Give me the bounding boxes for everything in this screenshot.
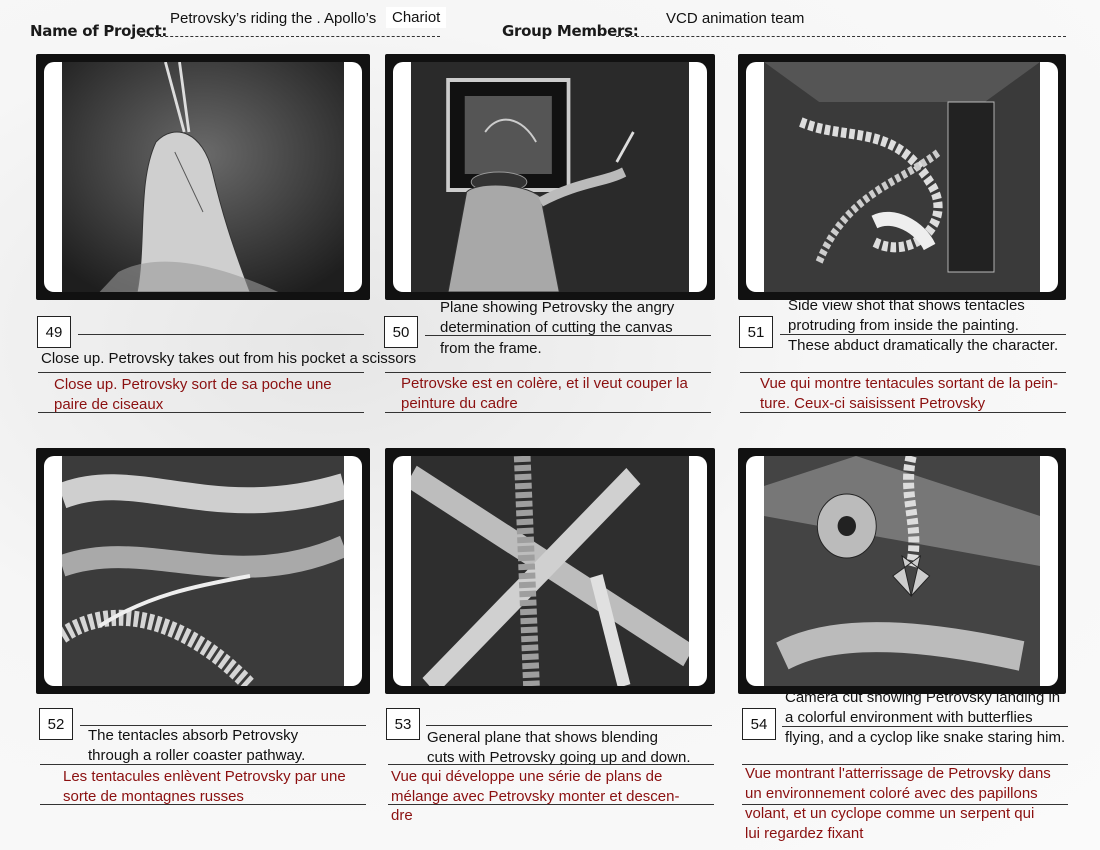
group-members-label: Group Members:	[502, 22, 639, 40]
caption-en-54-line3: flying, and a cyclop like snake staring him.	[785, 729, 1066, 746]
caption-line	[388, 804, 714, 805]
storyboard-frame-51	[738, 54, 1066, 300]
frame-number-50: 50	[384, 316, 418, 348]
storyboard-frame-53	[385, 448, 715, 694]
caption-line	[740, 412, 1066, 413]
frame-number-49: 49	[37, 316, 71, 348]
caption-en-52-line1: The tentacles absorb Petrovsky	[88, 727, 299, 744]
caption-line	[426, 725, 712, 726]
group-members-line	[616, 36, 1066, 37]
project-name-highlight: Chariot	[386, 7, 446, 28]
caption-fr-54-line1: Vue montrant l'atterrissage de Petrovsky dans	[745, 765, 1051, 782]
frame-number-54: 54	[742, 708, 776, 740]
group-members-value: VCD animation team	[666, 10, 805, 27]
caption-line	[38, 412, 364, 413]
caption-en-54-line1: Camera cut showing Petrovsky landing in	[785, 689, 1061, 706]
storyboard-frame-49	[36, 54, 370, 300]
caption-fr-52-line2: sorte de montagnes russes	[63, 788, 244, 805]
caption-line	[40, 764, 366, 765]
sketch-blending-cuts	[411, 456, 689, 686]
frame-number-53: 53	[386, 708, 420, 740]
project-name-value: Petrovsky’s riding the . Apollo’s	[170, 10, 377, 27]
caption-fr-50-line1: Petrovske est en colère, et il veut couper la	[401, 375, 688, 392]
caption-en-50-line3: from the frame.	[440, 340, 542, 357]
caption-line	[40, 804, 366, 805]
sketch-scissors-hand	[62, 62, 344, 292]
caption-en-51-line1: Side view shot that shows tentacles	[788, 297, 1025, 314]
caption-fr-54-line4: lui regardez fixant	[745, 825, 864, 842]
caption-en-53-line1: General plane that shows blending	[427, 729, 658, 746]
caption-fr-51-line2: ture. Ceux-ci saisissent Petrovsky	[760, 395, 986, 412]
project-name-label: Name of Project:	[30, 22, 168, 40]
caption-line	[780, 334, 1066, 335]
frame-number-52: 52	[39, 708, 73, 740]
sketch-petrovsky-painting	[411, 62, 689, 292]
storyboard-frame-50	[385, 54, 715, 300]
caption-fr-51-line1: Vue qui montre tentacules sortant de la pein-	[760, 375, 1058, 392]
caption-en-52-line2: through a roller coaster pathway.	[88, 747, 306, 764]
caption-fr-54-line3: volant, et un cyclope comme un serpent qui	[745, 805, 1035, 822]
caption-en-49: Close up. Petrovsky takes out from his pocket a scissors	[41, 350, 417, 367]
storyboard-frame-54	[738, 448, 1066, 694]
sketch-tentacle-coaster	[62, 456, 344, 686]
caption-en-53-line2: cuts with Petrovsky going up and down.	[427, 749, 691, 766]
sketch-tentacles-room	[764, 62, 1040, 292]
caption-fr-54-line2: un environnement coloré avec des papillons	[745, 785, 1038, 802]
project-name-line	[140, 36, 440, 37]
caption-fr-53-line3: dre	[391, 807, 413, 824]
frame-number-51: 51	[739, 316, 773, 348]
caption-fr-53-line1: Vue qui développe une série de plans de	[391, 768, 663, 785]
caption-fr-53-line2: mélange avec Petrovsky monter et descen-	[391, 788, 680, 805]
caption-en-50-line2: determination of cutting the canvas	[440, 319, 673, 336]
sketch-butterflies-cyclop	[764, 456, 1040, 686]
caption-en-51-line2: protruding from inside the painting.	[788, 317, 1019, 334]
caption-line	[38, 372, 364, 373]
caption-line	[782, 726, 1068, 727]
caption-line	[740, 372, 1066, 373]
caption-en-54-line2: a colorful environment with butterflies	[785, 709, 1033, 726]
caption-fr-52-line1: Les tentacules enlèvent Petrovsky par une	[63, 768, 346, 785]
caption-line	[385, 412, 711, 413]
caption-en-51-line3: These abduct dramatically the character.	[788, 337, 1059, 354]
caption-line	[388, 764, 714, 765]
caption-en-50-line1: Plane showing Petrovsky the angry	[440, 299, 675, 316]
caption-fr-49-line1: Close up. Petrovsky sort de sa poche une	[54, 376, 332, 393]
caption-line	[385, 372, 711, 373]
caption-line	[78, 334, 364, 335]
caption-fr-50-line2: peinture du cadre	[401, 395, 518, 412]
storyboard-frame-52	[36, 448, 370, 694]
caption-fr-49-line2: paire de ciseaux	[54, 396, 164, 413]
caption-line	[425, 335, 711, 336]
